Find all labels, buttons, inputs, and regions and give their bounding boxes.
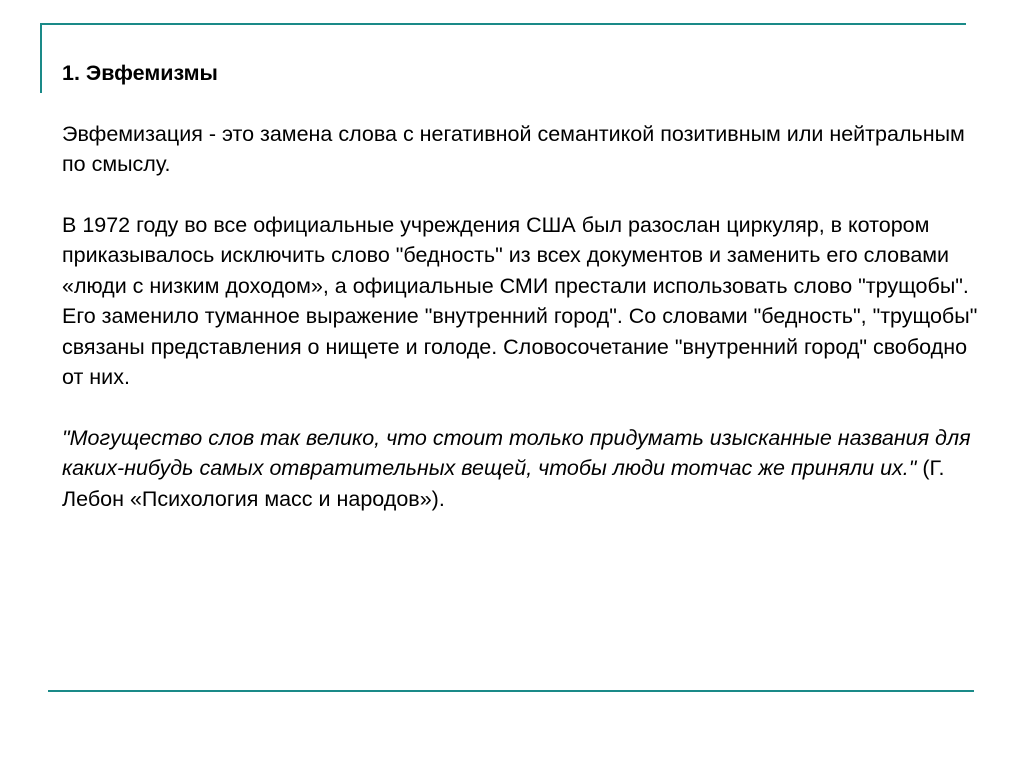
example-paragraph: В 1972 году во все официальные учреждения США был разослан циркуляр, в котором приказывалось исключить слово "бедность" из всех документов и заменить его словами «люди с низким доходом», а официальные СМИ престали использовать слово "трущобы". Его заменило туманное выражение "внутренний город". Со словами "бедность", "трущобы" связаны представления о нищете и голоде. Словосочетание "внутренний город" свободно от них. bbox=[62, 212, 978, 389]
bottom-divider-line bbox=[48, 690, 974, 692]
slide-content bbox=[62, 58, 982, 514]
quote-source: (Г. Лебон «Психология масс и народов»). bbox=[62, 456, 945, 511]
quote-text: "Могущество слов так велико, что стоит только придумать изысканные названия для каких-нибудь самых отвратительных вещей, чтобы люди тотчас же приняли их." bbox=[62, 425, 971, 480]
definition-paragraph: Эвфемизация - это замена слова с негативной семантикой позитивным или нейтральным по смыслу. bbox=[62, 121, 965, 176]
slide-title: 1. Эвфемизмы bbox=[62, 61, 218, 85]
quote-paragraph bbox=[62, 423, 982, 515]
left-accent-line bbox=[40, 23, 42, 93]
top-divider-line bbox=[40, 23, 966, 25]
